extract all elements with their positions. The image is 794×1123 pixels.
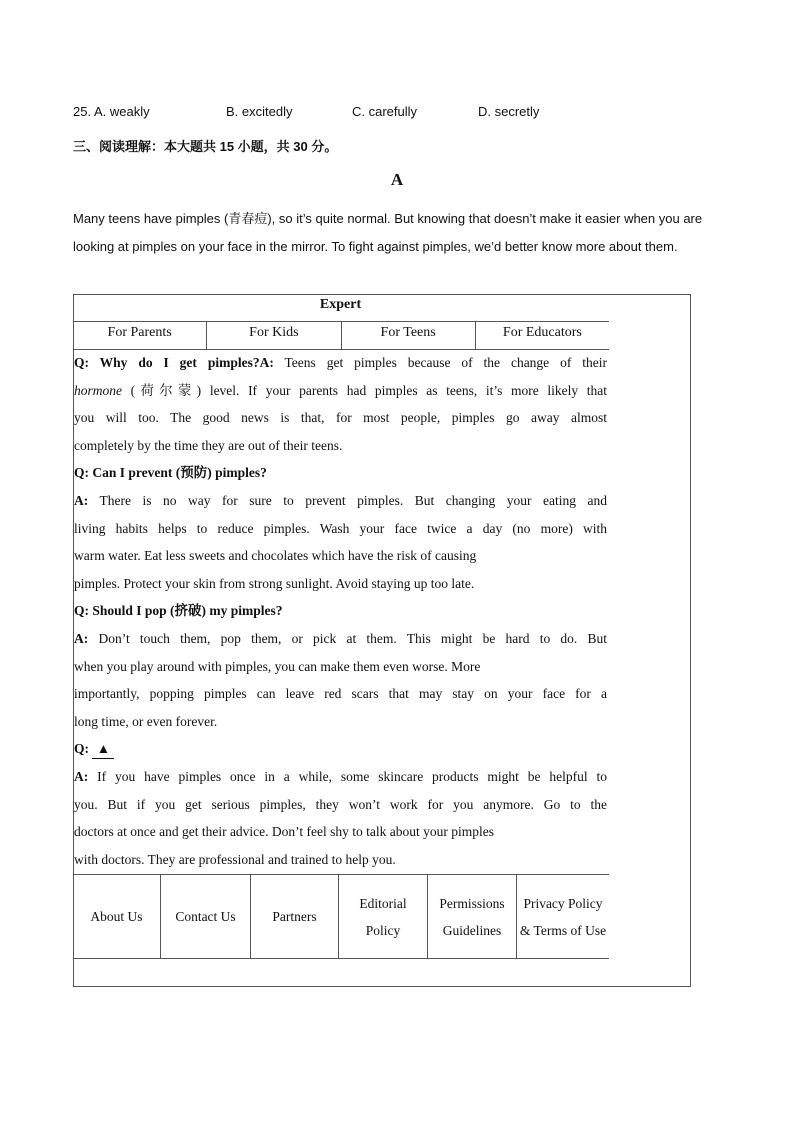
q25-option-b: B. excitedly	[226, 104, 293, 119]
answer-blank[interactable]: ▲	[92, 740, 114, 759]
answer-text: If you have pimples once in a while, some skincare products might be helpful to	[88, 769, 607, 784]
qa-line	[74, 382, 607, 400]
nav-bar	[73, 322, 609, 350]
question-label: Q:	[74, 741, 89, 756]
question-4	[74, 740, 607, 759]
expert-header-row	[73, 294, 609, 322]
footer-links	[73, 875, 609, 959]
answer-text: living habits helps to reduce pimples. Wash your face twice a day (no more) with	[74, 521, 607, 536]
answer-label: A:	[74, 769, 89, 784]
answer-text: Teens get pimples because of the change of their	[273, 355, 607, 370]
footer-link-partners[interactable]: Partners	[251, 875, 339, 958]
answer-text: when you play around with pimples, you can make them even worse. More	[74, 659, 481, 674]
answer-text: pimples. Protect your skin from strong sunlight. Avoid staying up too late.	[74, 576, 475, 591]
italic-term: hormone	[74, 383, 122, 398]
qa-line	[74, 630, 607, 648]
footer-link-privacy[interactable]: Privacy Policy & Terms of Use	[519, 895, 607, 938]
passage-title: A	[390, 170, 404, 189]
answer-text: doctors at once and get their advice. Don’t feel shy to talk about your pimples	[74, 824, 495, 839]
question-1: Q: Why do I get pimples?	[74, 355, 260, 370]
answer-text: you. But if you get serious pimples, they won’t work for you anymore. Go to the	[74, 797, 607, 812]
answer-text: completely by the time they are out of their teens.	[74, 438, 343, 453]
footer-link-contact[interactable]: Contact Us	[161, 875, 251, 958]
qa-content	[73, 350, 609, 875]
q25-option-d: D. secretly	[478, 104, 540, 119]
answer-text: There is no way for sure to prevent pimples. But changing your eating and	[88, 493, 607, 508]
answer-text: you will too. The good news is that, for most people, pimples go away almost	[74, 410, 607, 425]
nav-item-parents[interactable]: For Parents	[73, 322, 207, 349]
answer-label: A:	[74, 631, 89, 646]
question-2: Q: Can I prevent (预防) pimples?	[74, 465, 267, 480]
nav-item-kids[interactable]: For Kids	[207, 322, 341, 349]
expert-header: Expert	[319, 297, 362, 312]
qa-line	[74, 354, 607, 372]
q25-option-a: 25. A. weakly	[73, 104, 150, 119]
intro-line: looking at pimples on your face in the mirror. To fight against pimples, we’d better know more about them.	[73, 239, 678, 254]
footer-link-about[interactable]: About Us	[73, 875, 161, 958]
answer-text: with doctors. They are professional and trained to help you.	[74, 852, 396, 867]
section-heading: 三、阅读理解：本大题共 15 小题，共 30 分。	[73, 139, 338, 154]
question-3: Q: Should I pop (挤破) my pimples?	[74, 603, 283, 618]
answer-text: (荷尔蒙) level. If your parents had pimples as teens, it’s more likely that	[122, 383, 607, 398]
footer-link-editorial[interactable]: Editorial Policy	[339, 875, 428, 958]
nav-item-educators[interactable]: For Educators	[502, 325, 582, 340]
answer-text: importantly, popping pimples can leave red scars that may stay on your face for a	[74, 686, 607, 701]
qa-line	[74, 492, 607, 510]
answer-label: A:	[74, 493, 89, 508]
intro-line: Many teens have pimples (青春痘), so it’s quite normal. But knowing that doesn’t make it easier when you are	[73, 211, 703, 226]
qa-line	[74, 768, 607, 786]
answer-text: warm water. Eat less sweets and chocolates which have the risk of causing	[74, 548, 477, 563]
nav-item-teens[interactable]: For Teens	[342, 322, 476, 349]
footer-link-permissions[interactable]: Permissions Guidelines	[428, 875, 517, 958]
answer-text: Don’t touch them, pop them, or pick at them. This might be hard to do. But	[88, 631, 607, 646]
q25-option-c: C. carefully	[352, 104, 418, 119]
answer-label: A:	[259, 355, 274, 370]
answer-text: long time, or even forever.	[74, 714, 218, 729]
